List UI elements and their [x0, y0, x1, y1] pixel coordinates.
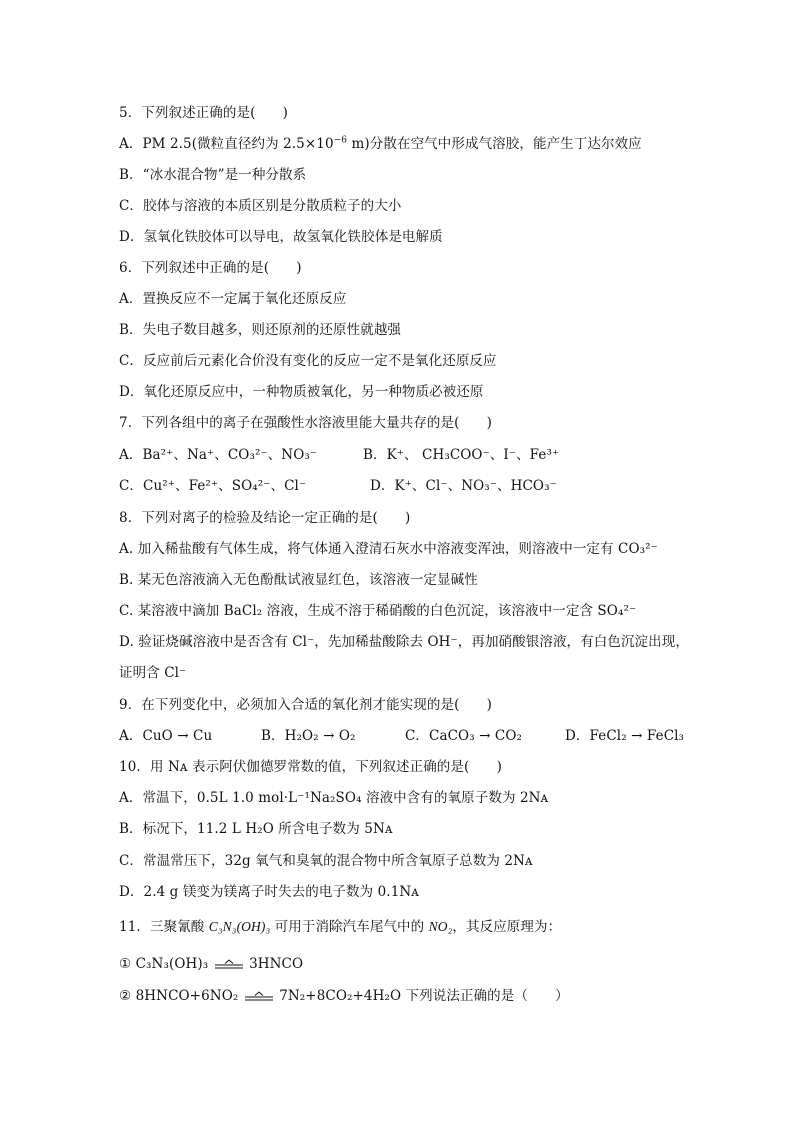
q9-option-b: B．H₂O₂ → O₂ — [261, 728, 356, 744]
q5-a-part2: m)分散在空气中形成气溶胶，能产生丁达尔效应 — [347, 136, 642, 152]
q11-r1-right: 3HNCO — [249, 956, 304, 972]
q5-option-d: D．氢氧化铁胶体可以导电，故氢氧化铁胶体是电解质 — [119, 229, 443, 245]
q6-option-c: C．反应前后元素化合价没有变化的反应一定不是氧化还原反应 — [119, 353, 497, 369]
q8-option-d-line1: D. 验证烧碱溶液中是否含有 Cl⁻，先加稀盐酸除去 OH⁻，再加硝酸银溶液，有白色沉淀出现， — [119, 634, 689, 650]
q11-stem-part1: 11．三聚氰酸 — [119, 919, 209, 935]
q8-option-c: C. 某溶液中滴加 BaCl₂ 溶液，生成不溶于稀硝酸的白色沉淀，该溶液中一定含 SO₄²⁻ — [119, 603, 637, 619]
q11-nox: NO₂ — [428, 919, 453, 934]
q7-option-a: A．Ba²⁺、Na⁺、CO₃²⁻、NO₃⁻ — [119, 447, 318, 463]
heat-arrow-icon — [214, 959, 244, 971]
q5-option-c: C．胶体与溶液的本质区别是分散质粒子的大小 — [119, 198, 402, 214]
q7-options-row2 — [119, 477, 557, 495]
q9-option-c: C．CaCO₃ → CO₂ — [405, 728, 523, 744]
q8-option-a: A. 加入稀盐酸有气体生成，将气体通入澄清石灰水中溶液变浑浊，则溶液中一定有 CO₃²⁻ — [119, 541, 658, 557]
q5-a-exponent: −6 — [333, 135, 348, 146]
q11-reaction-2 — [119, 987, 569, 1005]
q11-r2-right: 7N₂+8CO₂+4H₂O — [279, 988, 402, 1004]
q7-stem: 7．下列各组中的离子在强酸性水溶液里能大量共存的是( ) — [119, 415, 493, 431]
q10-option-a: A．常温下，0.5L 1.0 mol·L⁻¹Na₂SO₄ 溶液中含有的氧原子数为 2Nᴀ — [119, 790, 549, 806]
q9-stem: 9．在下列变化中，必须加入合适的氧化剂才能实现的是( ) — [119, 697, 493, 713]
q9-option-a: A．CuO → Cu — [119, 728, 213, 744]
q10-stem: 10．用 Nᴀ 表示阿伏伽德罗常数的值，下列叙述正确的是( ) — [119, 759, 502, 775]
q10-option-d: D．2.4 g 镁变为镁离子时失去的电子数为 0.1Nᴀ — [119, 884, 420, 900]
q11-r2-tail: 下列说法正确的是（ ） — [401, 988, 569, 1004]
q7-option-c: C．Cu²⁺、Fe²⁺、SO₄²⁻、Cl⁻ — [119, 478, 307, 494]
q6-option-a: A．置换反应不一定属于氧化还原反应 — [119, 291, 347, 307]
q9-option-d: D．FeCl₂ → FeCl₃ — [565, 728, 685, 744]
q6-option-b: B．失电子数目越多，则还原剂的还原性就越强 — [119, 322, 402, 338]
heat-arrow-icon — [244, 991, 274, 1003]
q6-stem: 6．下列叙述中正确的是( ) — [119, 260, 302, 276]
q5-stem: 5．下列叙述正确的是( ) — [119, 105, 289, 121]
q11-stem-part2: 可用于消除汽车尾气中的 — [270, 919, 429, 935]
q8-option-b: B. 某无色溶液滴入无色酚酞试液显红色，该溶液一定显碱性 — [119, 572, 478, 588]
q7-option-d: D．K⁺、Cl⁻、NO₃⁻、HCO₃⁻ — [370, 478, 557, 494]
q5-option-b: B．“冰水混合物”是一种分散系 — [119, 167, 307, 183]
q8-option-d-line2: 证明含 Cl⁻ — [119, 665, 187, 681]
q8-stem: 8．下列对离子的检验及结论一定正确的是( ) — [119, 510, 411, 526]
q10-option-c: C．常温常压下，32g 氧气和臭氧的混合物中所含氧原子总数为 2Nᴀ — [119, 853, 533, 869]
q11-stem-part3: ，其反应原理为： — [452, 919, 562, 935]
q11-r1-number: ① — [119, 956, 132, 972]
q9-options-row — [119, 727, 685, 745]
q10-option-b: B．标况下，11.2 L H₂O 所含电子数为 5Nᴀ — [119, 821, 393, 837]
q11-r1-left: C₃N₃(OH)₃ — [135, 956, 209, 972]
q7-options-row1 — [119, 446, 560, 464]
q11-stem — [119, 918, 561, 936]
q5-option-a — [119, 135, 642, 153]
q5-a-part1: A．PM 2.5(微粒直径约为 2.5×10 — [119, 136, 334, 152]
q11-r2-number: ② — [119, 988, 132, 1004]
q11-formula: C₃N₃(OH)₃ — [208, 919, 271, 934]
q6-option-d: D．氧化还原反应中，一种物质被氧化，另一种物质必被还原 — [119, 384, 484, 400]
q7-option-b: B．K⁺、 CH₃COO⁻、I⁻、Fe³⁺ — [363, 447, 560, 463]
q11-reaction-1 — [119, 955, 303, 973]
q11-r2-left: 8HNCO+6NO₂ — [135, 988, 239, 1004]
